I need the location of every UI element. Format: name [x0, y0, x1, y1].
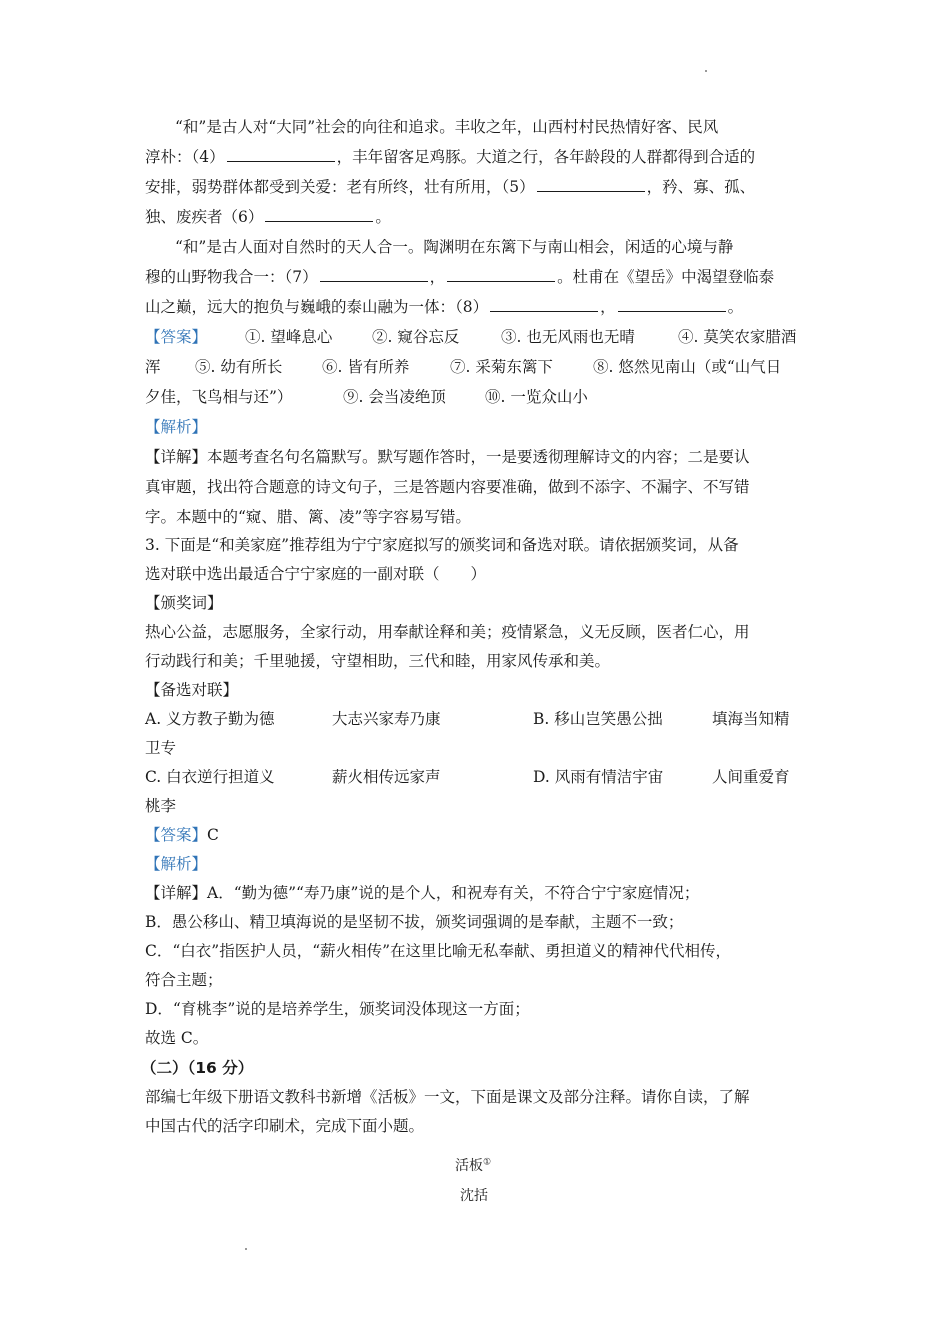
paragraph-2-line-1: “和”是古人面对自然时的天人合一。陶渊明在东篱下与南山相会，闲适的心境与静 [175, 238, 734, 256]
detail-2-line-5: D．“育桃李”说的是培养学生，颁奖词没体现这一方面； [145, 1000, 530, 1018]
option-c-second[interactable]: 薪火相传远家声 [332, 768, 441, 786]
award-line-1: 热心公益，志愿服务，全家行动，用奉献诠释和美；疫情紧急，义无反顾，医者仁心，用 [145, 623, 750, 641]
answer-item-7: ⑦. 采菊东篱下 [450, 358, 553, 376]
answer-item-6: ⑥. 皆有所养 [322, 358, 410, 376]
detail-1-line-1: 【详解】本题考查名句名篇默写。默写题作答时，一是要透彻理解诗文的内容；二是要认 [145, 448, 750, 466]
section-heading: （二）（16 分） [141, 1059, 254, 1077]
question-3-line-1: 3. 下面是“和美家庭”推荐组为宁宁家庭拟写的颁奖词和备选对联。请依据颁奖词，从备 [145, 536, 739, 554]
footer-mark [245, 1248, 247, 1250]
blank-7b[interactable] [447, 263, 555, 282]
detail-2-line-2: B．愚公移山、精卫填海说的是坚韧不拔，颁奖词强调的是奉献，主题不一致； [145, 913, 684, 931]
detail-1-line-3: 字。本题中的“窥、腊、篱、凌”等字容易写错。 [145, 508, 471, 526]
paragraph-2-line-3: 山之巅，远大的抱负与巍峨的泰山融为一体：（8） ， 。 [145, 292, 743, 322]
option-d-wrap: 桃李 [145, 797, 177, 815]
answer-2: 【答案】C [145, 826, 219, 844]
option-b-second[interactable]: 填海当知精 [712, 710, 790, 728]
analysis-tag-1: 【解析】 [145, 418, 208, 436]
answer-item-2: ②. 窥谷忘反 [372, 328, 460, 346]
answer-item-5: ⑤. 幼有所长 [195, 358, 283, 376]
blank-8a[interactable] [490, 293, 598, 312]
blank-8b[interactable] [618, 293, 726, 312]
blank-4[interactable] [227, 143, 335, 162]
option-a-second[interactable]: 大志兴家寿乃康 [332, 710, 441, 728]
section-intro-line-2: 中国古代的活字印刷术，完成下面小题。 [145, 1117, 425, 1135]
question-3-line-2: 选对联中选出最适合宁宁家庭的一副对联（ ） [145, 565, 487, 583]
detail-1-line-2: 真审题，找出符合题意的诗文句子，三是答题内容要准确，做到不添字、不漏字、不写错 [145, 478, 750, 496]
detail-2-line-3: C．“白衣”指医护人员，“薪火相传”在这里比喻无私奉献、勇担道义的精神代代相传， [145, 942, 732, 960]
section-intro-line-1: 部编七年级下册语文教科书新增《活板》一文，下面是课文及部分注释。请你自读，了解 [145, 1088, 750, 1106]
option-b-wrap: 卫专 [145, 739, 177, 757]
answer-tag: 【答案】 [145, 328, 208, 346]
analysis-tag-2: 【解析】 [145, 855, 208, 873]
option-b-first[interactable]: B. 移山岂笑愚公拙 [533, 710, 663, 728]
answer-item-8: ⑧. 悠然见南山（或“山气日 [593, 358, 782, 376]
text-title: 活板① [455, 1157, 492, 1174]
text-author: 沈括 [460, 1188, 488, 1204]
answer-item-10: ⑩. 一览众山小 [485, 388, 588, 406]
paragraph-1-line-3: 安排，弱势群体都受到关爱：老有所终，壮有所用，（5） ，矜、寡、孤、 [145, 172, 755, 202]
blank-5[interactable] [537, 173, 645, 192]
detail-2-line-1: 【详解】A．“勤为德”“寿乃康”说的是个人，和祝寿有关，不符合宁宁家庭情况； [145, 884, 700, 902]
paragraph-1-line-1: “和”是古人对“大同”社会的向往和追求。丰收之年，山西村村民热情好客、民风 [175, 118, 719, 136]
option-a-first[interactable]: A. 义方教子勤为德 [145, 710, 275, 728]
award-tag: 【颁奖词】 [145, 594, 223, 612]
option-d-second[interactable]: 人间重爱育 [712, 768, 790, 786]
detail-2-line-4: 符合主题； [145, 971, 223, 989]
couplet-tag: 【备选对联】 [145, 681, 239, 699]
answer-item-3: ③. 也无风雨也无晴 [501, 328, 635, 346]
paragraph-1-line-2: 淳朴：（4） ，丰年留客足鸡豚。大道之行，各年龄段的人群都得到合适的 [145, 142, 755, 172]
answer-item-1: ①. 望峰息心 [245, 328, 333, 346]
detail-2-line-6: 故选 C。 [145, 1029, 209, 1047]
answer-item-4: ④. 莫笑农家腊酒 [678, 328, 797, 346]
blank-6[interactable] [265, 203, 373, 222]
option-d-first[interactable]: D. 风雨有情洁宇宙 [533, 768, 664, 786]
paragraph-2-line-2: 穆的山野物我合一：（7） ， 。杜甫在《望岳》中渴望登临泰 [145, 262, 774, 292]
answer-item-9: ⑨. 会当凌绝顶 [343, 388, 446, 406]
corner-mark [705, 70, 707, 72]
paragraph-1-line-4: 独、废疾者（6） 。 [145, 202, 391, 232]
award-line-2: 行动践行和美；千里驰援，守望相助，三代和睦，用家风传承和美。 [145, 652, 611, 670]
blank-7a[interactable] [320, 263, 428, 282]
option-c-first[interactable]: C. 白衣逆行担道义 [145, 768, 275, 786]
